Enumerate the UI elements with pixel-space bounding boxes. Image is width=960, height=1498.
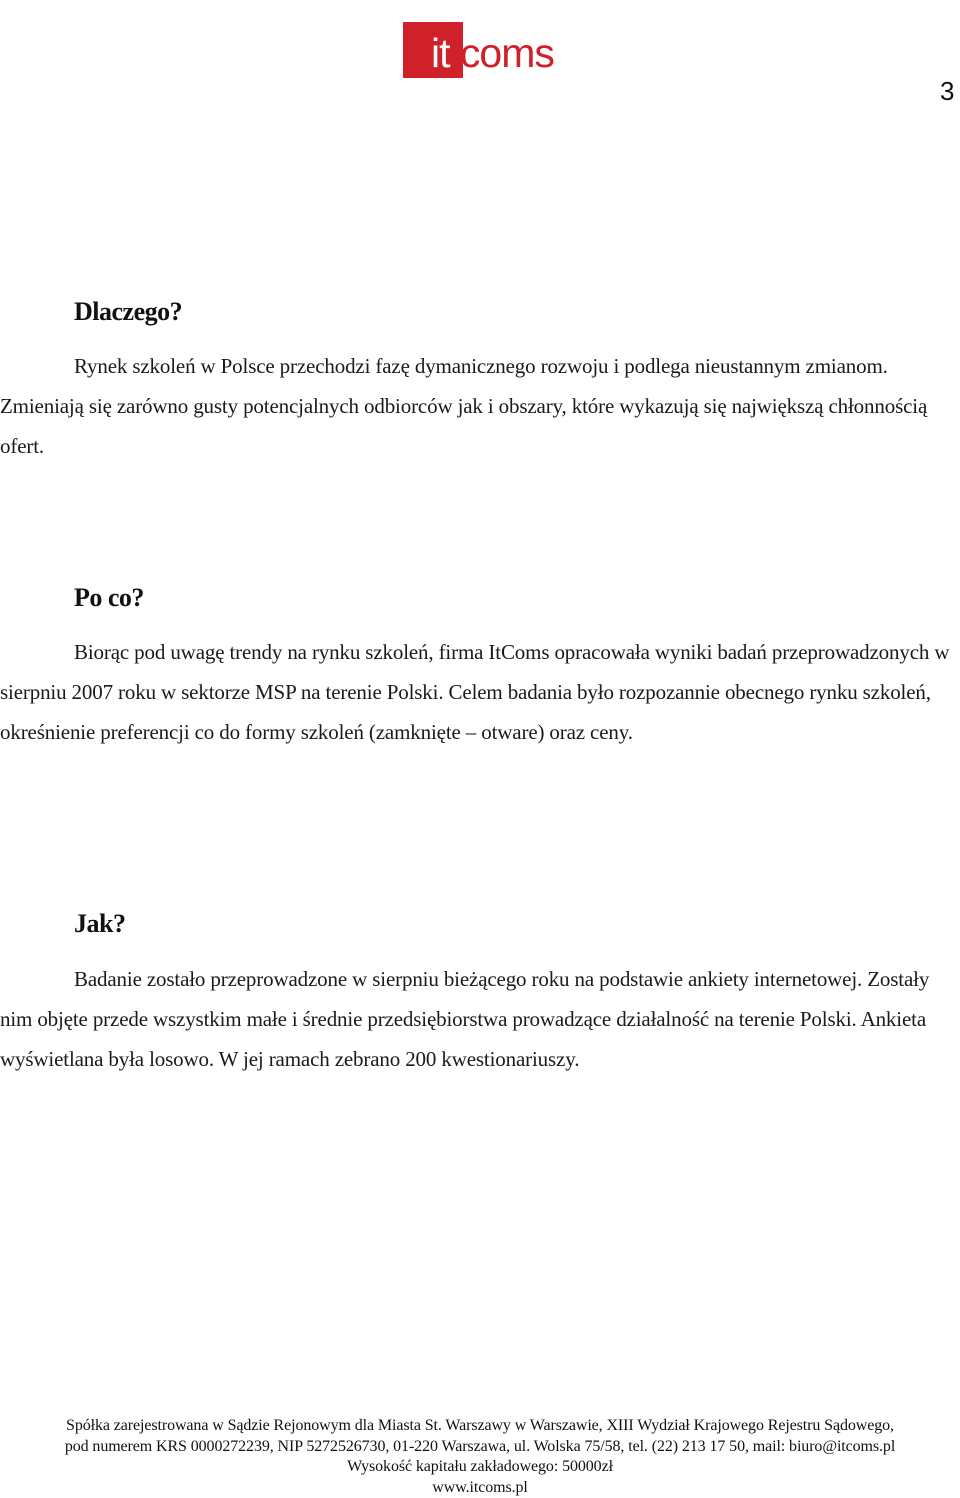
section-heading: Jak? — [74, 909, 126, 938]
section-paragraph: Badanie zostało przeprowadzone w sierpniu bieżącego roku na podstawie ankiety internetowej. Zostały nim objęte przede wszystkim małe i średnie przedsiębiorstwa prowadzące działalność na terenie Polski. Ankieta wyświetlana była losowo. W jej ramach zebrano 200 kwestionariuszy. — [0, 967, 930, 1071]
footer-contact-line: pod numerem KRS 0000272239, NIP 5272526730, 01-220 Warszawa, ul. Wolska 75/58, tel. (22) 213 17 50, mail: biuro@itcoms.pl — [64, 1437, 896, 1455]
itcoms-logo — [403, 22, 567, 78]
section-dlaczego — [0, 297, 958, 466]
logo-wordmark: it.coms — [431, 30, 554, 76]
page-number: 3 — [940, 76, 955, 106]
section-paragraph: Biorąc pod uwagę trendy na rynku szkoleń, firma ItComs opracowała wyniki badań przeprowadzonych w sierpniu 2007 roku w sektorze MSP na terenie Polski. Celem badania było rozpozannie obecnego rynku szkoleń, okreśnienie preferencji co do formy szkoleń (zamknięte – otware) oraz ceny. — [0, 640, 950, 744]
section-heading: Dlaczego? — [74, 297, 183, 326]
page-footer — [0, 1416, 960, 1498]
section-paragraph: Rynek szkoleń w Polsce przechodzi fazę dymanicznego rozwoju i podlega nieustannym zmianom. Zmieniają się zarówno gusty potencjalnych odbiorców jak i obszary, które wykazują się największą chłonnością ofert. — [0, 354, 928, 458]
section-heading: Po co? — [74, 583, 144, 612]
section-po-co — [0, 583, 958, 752]
footer-registration-line: Spółka zarejestrowana w Sądzie Rejonowym dla Miasta St. Warszawy w Warszawie, XIII Wydział Krajowego Rejestru Sądowego, — [66, 1417, 894, 1434]
section-jak — [0, 909, 958, 1079]
footer-capital-line: Wysokość kapitału zakładowego: 50000zł — [347, 1458, 613, 1475]
footer-website-line: www.itcoms.pl — [432, 1478, 528, 1496]
